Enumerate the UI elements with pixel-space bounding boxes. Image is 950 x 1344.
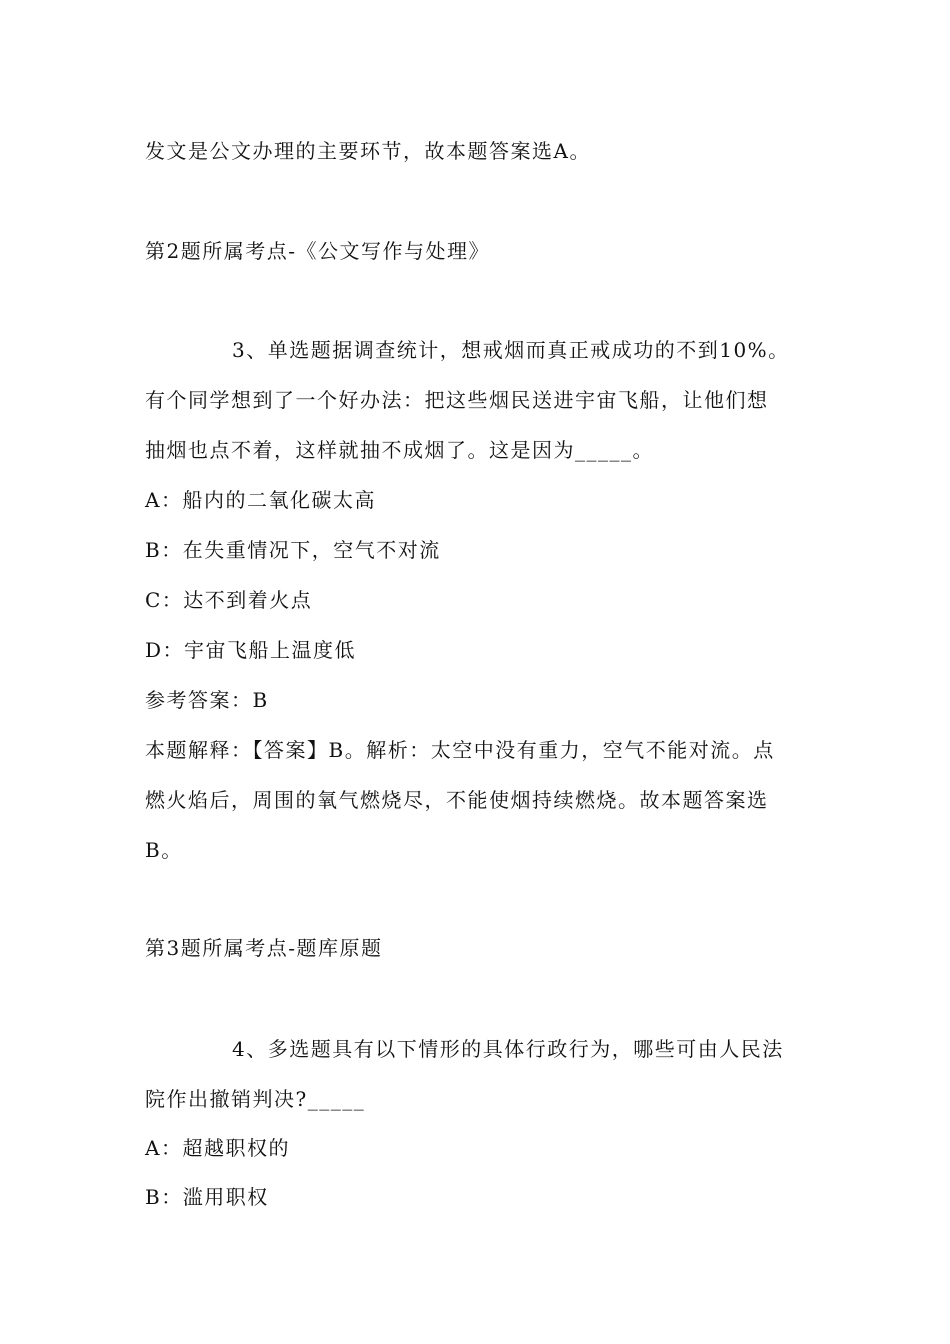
- question-3-option-d: D：宇宙飞船上温度低: [145, 638, 357, 662]
- question-4-option-b: B：滥用职权: [145, 1185, 269, 1209]
- question-3-explanation-line-3: B。: [145, 838, 183, 862]
- topic-label-q2: 第2题所属考点-《公文写作与处理》: [145, 239, 490, 263]
- question-4-stem-line-1: 4、多选题具有以下情形的具体行政行为，哪些可由人民法: [232, 1037, 784, 1061]
- question-3-explanation-line-2: 燃火焰后，周围的氧气燃烧尽，不能使烟持续燃烧。故本题答案选: [145, 788, 769, 812]
- question-4-option-a: A：超越职权的: [145, 1136, 290, 1160]
- question-3-stem-line-2: 有个同学想到了一个好办法：把这些烟民送进宇宙飞船，让他们想: [145, 388, 769, 412]
- question-3-option-b: B：在失重情况下，空气不对流: [145, 538, 441, 562]
- question-3-option-c: C：达不到着火点: [145, 588, 313, 612]
- answer-conclusion-text: 发文是公文办理的主要环节，故本题答案选A。: [145, 139, 591, 163]
- question-3-stem-line-3: 抽烟也点不着，这样就抽不成烟了。这是因为_____。: [145, 438, 654, 462]
- question-3-stem-line-1: 3、单选题据调查统计，想戒烟而真正戒成功的不到10%。: [232, 338, 790, 362]
- topic-label-q3: 第3题所属考点-题库原题: [145, 936, 383, 960]
- question-3-option-a: A：船内的二氧化碳太高: [145, 488, 376, 512]
- question-4-stem-line-2: 院作出撤销判决?_____: [145, 1087, 366, 1111]
- question-3-explanation-line-1: 本题解释：【答案】B。解析：太空中没有重力，空气不能对流。点: [145, 738, 775, 762]
- question-3-reference-answer: 参考答案：B: [145, 688, 269, 712]
